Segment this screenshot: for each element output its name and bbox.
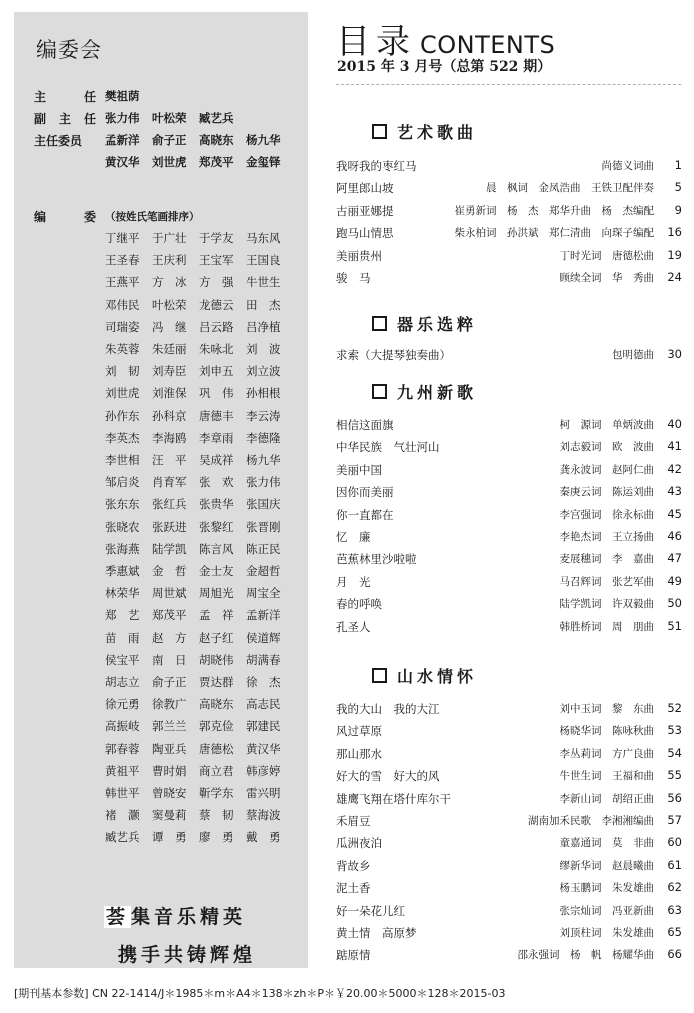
entry-credits: 李丛莉词 方广良曲 [559,747,654,760]
entry-title: 跑马山情思 [336,226,394,241]
entry-credits: 刘顶柱词 朱发雄曲 [559,927,654,939]
member-name: 南 日 [152,652,187,667]
member-name: 张东东 [105,497,140,512]
entry-title: 瓜洲夜泊 [336,836,382,851]
committee-row [105,474,293,494]
member-name: 邹启炎 [105,475,140,490]
member-name: 陆学凯 [152,541,187,556]
entry-credits: 李艳杰词 王立扬曲 [559,531,654,543]
entry-title: 阿里郎山坡 [336,181,394,196]
entry-title: 孔圣人 [336,619,371,634]
toc-entry[interactable] [336,768,682,790]
committee-row [105,585,293,605]
toc-entry[interactable] [336,180,682,202]
editorial-board-panel [14,12,308,968]
member-name: 胡晓伟 [199,652,234,667]
member-name: 郑 艺 [105,608,140,623]
member-name: 金 哲 [152,564,187,578]
committee-sort-note: （按姓氏笔画排序） [105,211,200,223]
member-name: 吕云路 [199,319,234,334]
member-name: 刘 韧 [105,364,140,379]
member-name: 季惠斌 [105,564,140,578]
member-name: 司瑞姿 [105,319,140,334]
entry-title: 求索（大提琴独奏曲） [336,348,451,362]
toc-entry[interactable] [336,529,682,551]
member-name: 张 欢 [199,475,234,490]
member-name: 高志民 [246,697,281,712]
member-name: 金超哲 [246,564,281,578]
entry-page: 60 [667,835,682,850]
toc-entry[interactable] [336,574,682,596]
member-name: 高晓东 [199,133,234,147]
entry-credits: 顾续全词 华 秀曲 [559,272,654,284]
member-name: 吕净植 [246,319,281,334]
entry-title: 美丽贵州 [336,248,382,263]
committee-row [105,607,293,627]
committee-row [105,363,293,383]
member-name: 林荣华 [105,586,140,601]
entry-page: 43 [667,484,682,499]
section-heading: 器乐选粹 [372,312,477,335]
member-name: 李德隆 [246,430,281,445]
member-name: 张跃进 [152,519,187,534]
committee-row [105,341,293,361]
member-name: 高晓东 [199,697,234,712]
member-name: 廖 勇 [199,830,234,845]
committee-row [105,829,293,849]
entry-credits: 杨玉鹏词 朱发雄曲 [559,882,654,895]
entry-title: 黄土情 高原梦 [336,926,417,940]
entry-page: 56 [667,790,682,805]
member-name: 俞子正 [152,675,187,689]
member-name: 张黎红 [199,519,234,534]
entry-title: 雄鹰飞翔在塔什库尔干 [336,791,451,806]
entry-title: 禾眉豆 [336,814,371,828]
member-name: 俞子正 [152,133,187,147]
member-name: 于广壮 [152,231,187,245]
toc-entry[interactable] [336,880,682,902]
toc-entry[interactable] [336,462,682,484]
toc-entry[interactable] [336,791,682,813]
member-name: 周宝全 [246,586,281,601]
role-label: 主任委员 [34,134,83,148]
entry-page: 41 [667,439,682,454]
member-name: 黄汉华 [246,741,281,756]
member-name: 张红兵 [152,497,187,512]
entry-credits: 马召辉词 张艺军曲 [559,575,654,588]
entry-title: 古丽亚娜提 [336,203,394,218]
member-name: 汪 平 [152,453,187,467]
committee-row [105,718,293,738]
entry-title: 因你而美丽 [336,485,394,500]
member-name: 周世斌 [152,586,187,601]
committee-row [105,652,293,672]
member-name: 徐教广 [152,697,187,712]
role-names [105,110,246,130]
member-name: 刘世虎 [105,386,140,401]
member-name: 褚 灏 [105,808,140,823]
member-name: 苗 雨 [105,630,140,645]
member-name: 胡志立 [105,675,140,689]
member-name: 孟新洋 [105,133,140,147]
entry-page: 54 [667,745,682,760]
entry-credits: 牛世生词 王福和曲 [559,770,654,783]
entry-credits: 刘志毅词 欧 波曲 [559,441,654,454]
member-name: 孙相根 [246,386,281,401]
member-name: 韩世平 [105,786,140,800]
member-name: 雷兴明 [246,786,281,800]
toc-entry[interactable] [336,203,682,225]
toc-entry[interactable] [336,701,682,723]
entry-credits: 尚德义词曲 [601,160,654,172]
entry-page: 49 [667,573,682,588]
entry-page: 16 [667,225,682,240]
member-name: 王庆利 [152,253,187,268]
member-name: 于学友 [199,231,234,245]
committee-row [105,496,293,516]
entry-title: 骏 马 [336,271,371,285]
member-name: 臧艺兵 [199,111,234,125]
member-name: 李海鸥 [152,430,187,445]
member-name: 窦曼莉 [152,808,187,823]
committee-row [105,741,293,761]
member-name: 邓伟民 [105,297,140,312]
member-name: 张晓农 [105,519,140,534]
entry-page: 40 [667,417,682,431]
entry-page: 5 [674,180,682,195]
committee-row [105,785,293,805]
member-name: 赵 方 [152,630,187,645]
member-name: 巩 伟 [199,386,234,401]
committee-row [105,430,293,450]
member-name: 叶松荣 [152,111,187,125]
entry-title: 我呀我的枣红马 [336,159,417,173]
toc-entry[interactable] [336,551,682,573]
member-name: 方 冰 [152,275,187,290]
entry-page: 57 [667,813,682,827]
editorial-board-title: 编委会 [36,38,102,62]
member-name: 龙德云 [199,297,234,312]
toc-entry[interactable] [336,835,682,857]
member-name: 李世相 [105,453,140,467]
member-name: 肖育军 [152,475,187,490]
member-name: 孟新洋 [246,608,281,623]
committee-row [105,297,293,317]
entry-credits: 陆学凯词 许双毅曲 [559,598,654,611]
toc-entry[interactable] [336,619,682,641]
entry-page: 55 [667,768,682,783]
checkbox-icon [372,124,387,139]
member-name: 徐 杰 [246,675,281,689]
toc-entry[interactable] [336,484,682,506]
entry-credits: 童嘉通词 莫 非曲 [559,837,654,850]
member-name: 曾晓安 [152,786,187,800]
entry-credits: 麦展穗词 李 嘉曲 [559,553,654,566]
entry-title: 好大的雪 好大的风 [336,769,440,784]
toc-entry[interactable] [336,858,682,880]
entry-credits: 杨晓华词 陈咏秋曲 [559,725,654,738]
member-name: 徐元勇 [105,697,140,712]
committee-row [105,230,293,250]
member-name: 曹时娟 [152,763,187,778]
member-name: 孙科京 [152,408,187,423]
slogan-first-char: 荟 [106,906,130,928]
entry-title: 风过草原 [336,724,382,739]
member-name: 陈言风 [199,541,234,556]
toc-entry[interactable] [336,903,682,925]
member-name: 王圣春 [105,253,140,268]
member-name: 郭建民 [246,719,281,734]
member-name: 高振岐 [105,719,140,734]
committee-row [105,563,293,583]
role-label: 主 任 [34,90,96,104]
member-name: 张贵华 [199,497,234,512]
checkbox-icon [372,316,387,331]
toc-entry[interactable] [336,723,682,745]
member-name: 刘淮保 [152,386,187,401]
member-name: 杨九华 [246,133,281,147]
member-name: 郑茂平 [199,155,234,169]
section-heading: 九州新歌 [372,380,477,403]
entry-credits: 柯 源词 单炳波曲 [559,419,654,431]
member-name: 侯道辉 [246,630,281,645]
entry-page: 53 [667,723,682,738]
committee-row [105,519,293,539]
toc-entry[interactable] [336,225,682,247]
journal-parameters: [期刊基本参数] CN 22-1414/J＊1985＊m＊A4＊138＊zh＊P＊￥20.00＊5000＊128＊2015-03 [14,987,506,1000]
toc-entry[interactable] [336,270,682,292]
slogan-line-1: 荟 集音乐精英 [106,906,247,928]
entry-credits: 秦庚云词 陈运刘曲 [559,486,654,499]
entry-credits: 邵永强词 杨 帆 杨耀华曲 [517,949,654,962]
entry-page: 51 [667,618,682,633]
toc-entry[interactable] [336,248,682,270]
member-name: 朱咏北 [199,342,234,356]
role-names [105,154,293,174]
entry-title: 月 光 [336,574,371,589]
entry-title: 你一直都在 [336,507,394,522]
toc-entry[interactable] [336,507,682,529]
member-name: 郭克俭 [199,719,234,734]
member-name: 臧艺兵 [105,830,140,845]
entry-credits: 龚永波词 赵阿仁曲 [559,463,654,476]
member-name: 王宝军 [199,253,234,268]
member-name: 叶松荣 [152,297,187,312]
member-name: 唐德丰 [199,408,234,423]
member-name: 金玺铎 [246,155,281,169]
member-name: 靳学东 [199,786,234,800]
entry-title: 美丽中国 [336,462,382,477]
entry-page: 66 [667,947,682,962]
section-heading: 山水情怀 [372,664,477,687]
member-name: 周旭光 [199,586,234,601]
member-name: 朱英蓉 [105,342,140,356]
member-name: 郭兰兰 [152,719,187,734]
member-name: 牛世生 [246,275,281,290]
entry-credits: 湖南加禾民歌 李湘湘编曲 [528,815,654,827]
member-name: 戴 勇 [246,830,281,845]
entry-page: 45 [667,506,682,521]
section-heading: 艺术歌曲 [372,120,477,143]
toc-entry[interactable] [336,746,682,768]
entry-credits: 丁时光词 唐德松曲 [559,249,654,262]
title-divider [336,84,681,85]
entry-title: 我的大山 我的大江 [336,702,440,716]
entry-title: 忆 廉 [336,530,371,544]
entry-title: 那山那水 [336,746,382,761]
entry-title: 相信这面旗 [336,418,394,432]
entry-page: 9 [674,202,682,217]
member-name: 刘立波 [246,364,281,379]
member-name: 樊祖荫 [105,89,140,103]
member-name: 蔡海波 [246,808,281,823]
member-name: 郭春蓉 [105,741,140,756]
entry-credits: 韩胜桥词 周 朋曲 [559,620,654,633]
member-name: 张力伟 [246,475,281,490]
member-name: 商立君 [199,763,234,778]
member-name: 孟 祥 [199,608,234,623]
toc-entry[interactable] [336,813,682,835]
entry-credits: 刘中玉词 黎 东曲 [559,703,654,715]
entry-page: 19 [667,247,682,262]
member-name: 张海燕 [105,541,140,556]
entry-page: 62 [667,880,682,895]
member-name: 李章雨 [199,430,234,445]
entry-page: 24 [667,270,682,284]
committee-row [105,252,293,272]
member-name: 唐德松 [199,741,234,756]
member-name: 吴成祥 [199,453,234,467]
entry-page: 65 [667,925,682,939]
member-name: 胡满春 [246,652,281,667]
toc-entry[interactable] [336,439,682,461]
member-name: 韩彦婷 [246,763,281,778]
member-name: 丁继平 [105,231,140,245]
committee-row [105,674,293,694]
member-name: 郑茂平 [152,608,187,623]
committee-row [105,807,293,827]
member-name: 黄汉华 [105,155,140,169]
member-name: 杨九华 [246,453,281,467]
entry-credits: 李新山词 胡绍正曲 [559,792,654,805]
toc-entry[interactable] [336,417,682,439]
entry-title: 背故乡 [336,858,371,873]
member-name: 张国庆 [246,497,281,512]
entry-title: 泥土香 [336,881,371,896]
committee-row [105,630,293,650]
member-name: 蔡 韧 [199,808,234,823]
entry-credits: 包明德曲 [612,349,654,361]
member-name: 黄祖平 [105,763,140,778]
committee-row [105,541,293,561]
committee-row [105,385,293,405]
entry-credits: 崔勇新词 杨 杰 郑华升曲 杨 杰编配 [454,204,654,217]
committee-row [105,696,293,716]
member-name: 陶亚兵 [152,741,187,756]
committee-row [105,408,293,428]
member-name: 谭 勇 [152,830,187,845]
toc-entry[interactable] [336,925,682,947]
entry-page: 46 [667,529,682,543]
member-name: 侯宝平 [105,652,140,667]
entry-credits: 柴永柏词 孙洪斌 郑仁清曲 向琛子编配 [454,227,654,240]
member-name: 贾达群 [199,675,234,689]
contents-title-en: CONTENTS [420,31,556,59]
entry-credits: 晨 枫词 金凤浩曲 王铁卫配伴奏 [486,182,654,195]
member-name: 赵子红 [199,630,234,645]
role-label: 副 主 任 [34,112,96,126]
issue-info: 2015 年 3 月号（总第 522 期） [337,59,552,75]
member-name: 王国良 [246,253,281,268]
entry-credits: 张宗灿词 冯亚新曲 [559,904,654,917]
toc-entry[interactable] [336,158,682,180]
committee-row [105,763,293,783]
member-name: 王燕平 [105,275,140,290]
entry-page: 50 [667,596,682,611]
checkbox-icon [372,668,387,683]
member-name: 张晋刚 [246,519,281,534]
member-name: 冯 继 [152,319,187,334]
checkbox-icon [372,384,387,399]
member-name: 刘申五 [199,364,234,379]
member-name: 刘 波 [246,342,281,356]
role-names [105,88,152,108]
contents-title-zh: 目录 [336,22,416,62]
committee-row [105,452,293,472]
entry-page: 52 [667,701,682,715]
entry-page: 47 [667,551,682,566]
member-name: 孙作东 [105,408,140,423]
member-name: 田 杰 [246,297,281,312]
slogan-line-2: 携手共铸辉煌 [118,944,257,966]
entry-title: 春的呼唤 [336,597,382,612]
committee-label: 编 委 [34,210,96,224]
entry-page: 30 [667,347,682,361]
toc-entry[interactable] [336,596,682,618]
role-names [105,132,293,152]
member-name: 马东风 [246,231,281,245]
committee-row [105,319,293,339]
member-name: 刘寿臣 [152,364,187,379]
toc-entry[interactable] [336,347,682,369]
member-name: 刘世虎 [152,155,187,169]
entry-title: 中华民族 气壮河山 [336,440,440,455]
member-name: 陈正民 [246,541,281,556]
member-name: 张力伟 [105,111,140,125]
entry-credits: 缪新华词 赵晨曦曲 [559,859,654,872]
toc-entry[interactable] [336,947,682,969]
entry-title: 芭蕉林里沙啦啦 [336,552,417,567]
entry-title: 踮原情 [336,948,371,963]
committee-row [105,274,293,294]
entry-page: 1 [674,158,682,172]
entry-page: 61 [667,857,682,872]
member-name: 方 强 [199,275,234,290]
entry-credits: 李宫强词 徐永标曲 [559,508,654,521]
member-name: 李云涛 [246,408,281,423]
entry-page: 42 [667,461,682,476]
member-name: 金士友 [199,564,234,578]
member-name: 李英杰 [105,430,140,445]
entry-title: 好一朵花儿红 [336,903,405,918]
entry-page: 63 [667,902,682,917]
member-name: 朱廷丽 [152,342,187,356]
